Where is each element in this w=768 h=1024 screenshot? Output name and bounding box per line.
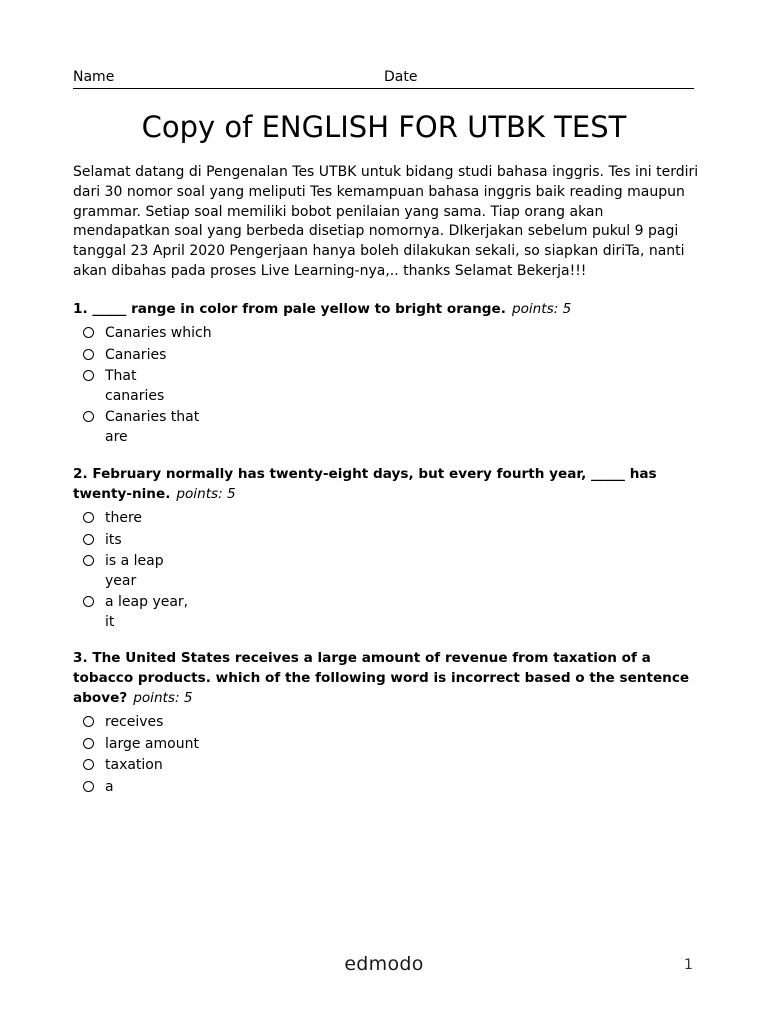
option-item[interactable] (73, 408, 693, 447)
option-item[interactable] (73, 509, 693, 529)
date-label: Date (384, 69, 418, 85)
edmodo-logo: edmodo (344, 953, 424, 975)
radio-button[interactable] (83, 555, 94, 566)
option-label: its (105, 531, 122, 548)
option-item[interactable] (73, 735, 693, 755)
option-item[interactable] (73, 756, 693, 776)
radio-button[interactable] (83, 411, 94, 422)
radio-button[interactable] (83, 716, 94, 727)
intro-paragraph: Selamat datang di Pengenalan Tes UTBK untuk bidang studi bahasa inggris. Tes ini terdiri dari 30 nomor soal yang meliputi Tes kemampuan bahasa inggris baik reading maupun grammar. Setiap soal memiliki bobot penilaian yang sama. Tiap orang akan mendapatkan soal yang berbeda disetiap nomornya. DIkerjakan sebelum pukul 9 pagi tanggal 23 April 2020 Pengerjaan hanya boleh dilakukan sekali, so siapkan diriTa, nanti akan dibahas pada proses Live Learning-nya,.. thanks Selamat Bekerja!!! (73, 164, 699, 279)
option-item[interactable] (73, 531, 693, 551)
question-2-points: points: 5 (176, 486, 236, 502)
question-3 (73, 648, 693, 799)
radio-button[interactable] (83, 512, 94, 523)
option-label: there (105, 510, 143, 526)
question-3-options (73, 713, 693, 797)
radio-button[interactable] (83, 370, 94, 381)
option-label: receives (105, 714, 164, 730)
option-label: a leap year, it (105, 594, 189, 630)
question-text (73, 648, 693, 708)
page-title: Copy of ENGLISH FOR UTBK TEST (141, 110, 627, 144)
question-2-options (73, 509, 693, 633)
name-label: Name (73, 69, 115, 85)
question-2 (73, 464, 693, 635)
radio-button[interactable] (83, 596, 94, 607)
question-text (73, 464, 693, 504)
radio-button[interactable] (83, 738, 94, 749)
radio-button[interactable] (83, 781, 94, 792)
radio-button[interactable] (83, 327, 94, 338)
option-label: taxation (105, 757, 163, 774)
option-item[interactable] (73, 593, 693, 632)
option-item[interactable] (73, 346, 693, 366)
option-label: Canaries which (105, 325, 212, 341)
name-date-header (73, 69, 694, 89)
option-label: Canaries (105, 346, 167, 363)
option-item[interactable] (73, 367, 693, 406)
option-label: a (105, 778, 114, 795)
option-label: is a leap year (105, 553, 164, 589)
question-1-text: 1. _____ range in color from pale yellow to bright orange. (73, 301, 506, 317)
option-item[interactable] (73, 552, 693, 591)
option-label: large amount (105, 735, 199, 752)
question-1-points: points: 5 (511, 301, 572, 317)
option-label: Canaries that are (105, 409, 200, 445)
option-item[interactable] (73, 713, 693, 733)
question-1-options (73, 324, 693, 448)
radio-button[interactable] (83, 349, 94, 360)
page-number: 1 (684, 957, 693, 973)
question-2-text: 2. February normally has twenty-eight days, but every fourth year, _____ has twenty-nine. (73, 466, 657, 502)
option-item[interactable] (73, 324, 693, 344)
radio-button[interactable] (83, 759, 94, 770)
question-1 (73, 299, 693, 450)
option-label: That canaries (105, 368, 165, 404)
question-3-text: 3. The United States receives a large amount of revenue from taxation of a tobacco products. which of the following word is incorrect based o the sentence above? (73, 650, 690, 706)
question-3-points: points: 5 (133, 690, 193, 706)
option-item[interactable] (73, 778, 693, 798)
question-text (73, 299, 693, 319)
radio-button[interactable] (83, 534, 94, 545)
